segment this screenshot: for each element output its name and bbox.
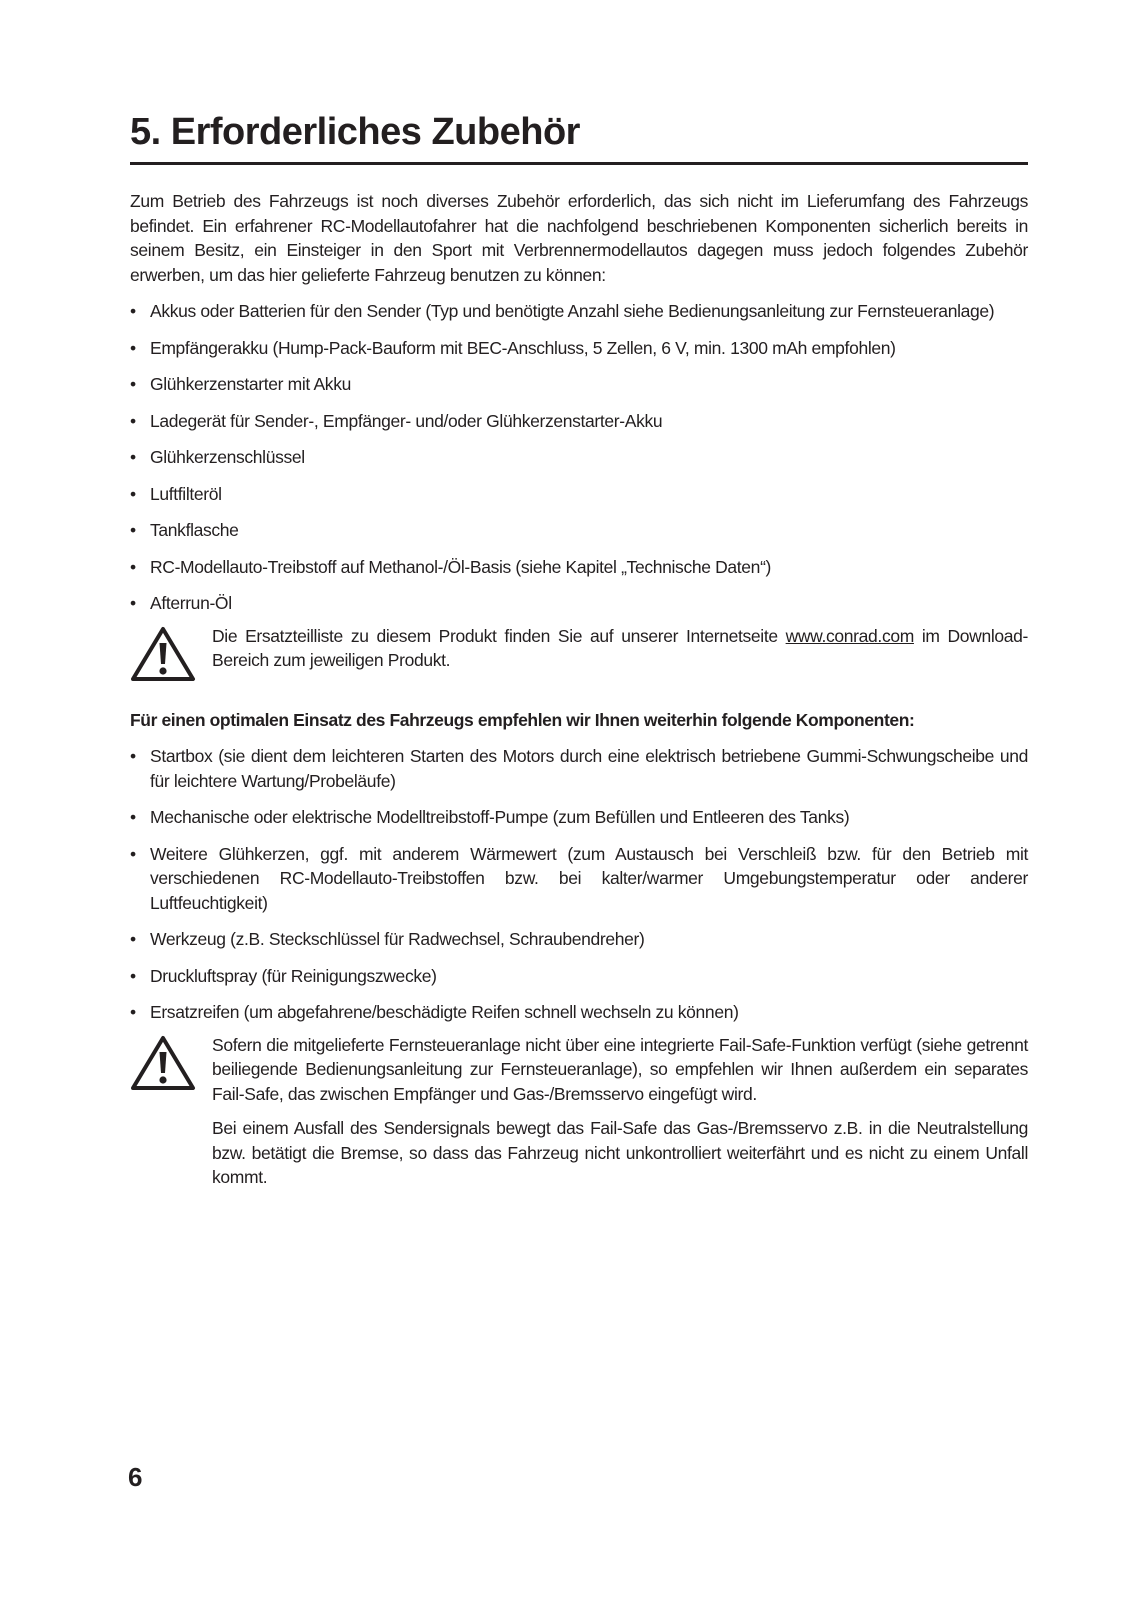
list-item: • RC-Modellauto-Treibstoff auf Methanol-/Öl-Basis (siehe Kapitel „Technische Daten“) <box>130 556 772 577</box>
intro-paragraph: Zum Betrieb des Fahrzeugs ist noch diverses Zubehör erforderlich, das sich nicht im Lieferumfang des Fahrzeugs befindet. Ein erfahrener RC-Modellautofahrer hat die nachfolgend beschriebenen Komponenten sicherlich bereits in seinem Besitz, ein Einsteiger in den Sport mit Verbrennermodellautos dagegen muss jedoch folgendes Zubehör erwerben, um das hier gelieferte Fahrzeug benutzen zu können: <box>130 191 1028 285</box>
page-number: 6 <box>128 1462 143 1492</box>
list-item: • Mechanische oder elektrische Modelltreibstoff-Pumpe (zum Befüllen und Entleeren des Tanks) <box>130 807 850 827</box>
list-item: • Ersatzreifen (um abgefahrene/beschädigte Reifen schnell wechseln zu können) <box>130 1002 739 1022</box>
list-item: • Ladegerät für Sender-, Empfänger- und/oder Glühkerzenstarter-Akku <box>130 410 663 431</box>
list-item: • Weitere Glühkerzen, ggf. mit anderem Wärmewert (zum Austausch bei Verschleiß bzw. für den Betrieb mit verschiedenen RC-Modellauto-Treibstoffen bzw. bei kalter/warmer Umgebungstemperatur oder anderer Luftfeuchtigkeit) <box>130 843 1028 913</box>
list-item: • Werkzeug (z.B. Steckschlüssel für Radwechsel, Schraubendreher) <box>130 929 645 949</box>
warning-triangle-icon <box>130 1035 196 1091</box>
warning-triangle-icon <box>130 626 196 682</box>
page-content <box>130 108 1028 1190</box>
fail-safe-paragraph-1: Sofern die mitgelieferte Fernsteueranlage nicht über eine integrierte Fail-Safe-Funktion verfügt (siehe getrennt beiliegende Bedienungsanleitung zur Fernsteueranlage), so empfehlen wir Ihnen außerdem ein separates Fail-Safe, das zwischen Empfänger und Gas-/Bremsservo eingefügt wird. <box>212 1034 1028 1104</box>
conrad-website-link[interactable]: www.conrad.com <box>785 625 914 646</box>
list-item: • Glühkerzenstarter mit Akku <box>130 374 351 394</box>
list-item: • Akkus oder Batterien für den Sender (Typ und benötigte Anzahl siehe Bedienungsanleitung zur Fernsteueranlage) <box>130 301 995 321</box>
recommended-items-list <box>130 744 1028 1025</box>
spare-parts-text: Die Ersatzteilliste zu diesem Produkt finden Sie auf unserer Internetseite www.conrad.com im Download-Bereich zum jeweiligen Produkt. <box>212 625 1028 670</box>
list-item: • Luftfilteröl <box>130 483 222 504</box>
fail-safe-notice <box>130 1033 1028 1190</box>
required-items-list <box>130 299 1028 616</box>
list-item: • Druckluftspray (für Reinigungszwecke) <box>130 965 437 986</box>
section-heading: 5. Erforderliches Zubehör <box>130 108 1028 165</box>
fail-safe-paragraph-2: Bei einem Ausfall des Sendersignals bewegt das Fail-Safe das Gas-/Bremsservo z.B. in die Neutralstellung bzw. betätigt die Bremse, so dass das Fahrzeug nicht unkontrolliert weiterfährt und es nicht zu einem Unfall kommt. <box>212 1118 1028 1187</box>
list-item: • Startbox (sie dient dem leichteren Starten des Motors durch eine elektrisch betriebene Gummi-Schwungscheibe und für leichtere Wartung/Probeläufe) <box>130 746 1028 791</box>
list-item: • Glühkerzenschlüssel <box>130 447 305 467</box>
list-item: • Empfängerakku (Hump-Pack-Bauform mit BEC-Anschluss, 5 Zellen, 6 V, min. 1300 mAh empfohlen) <box>130 337 896 358</box>
list-item: • Afterrun-Öl <box>130 593 232 613</box>
list-item: • Tankflasche <box>130 520 239 540</box>
spare-parts-notice <box>130 624 1028 682</box>
recommended-heading: Für einen optimalen Einsatz des Fahrzeugs empfehlen wir Ihnen weiterhin folgende Komponenten: <box>130 709 915 730</box>
